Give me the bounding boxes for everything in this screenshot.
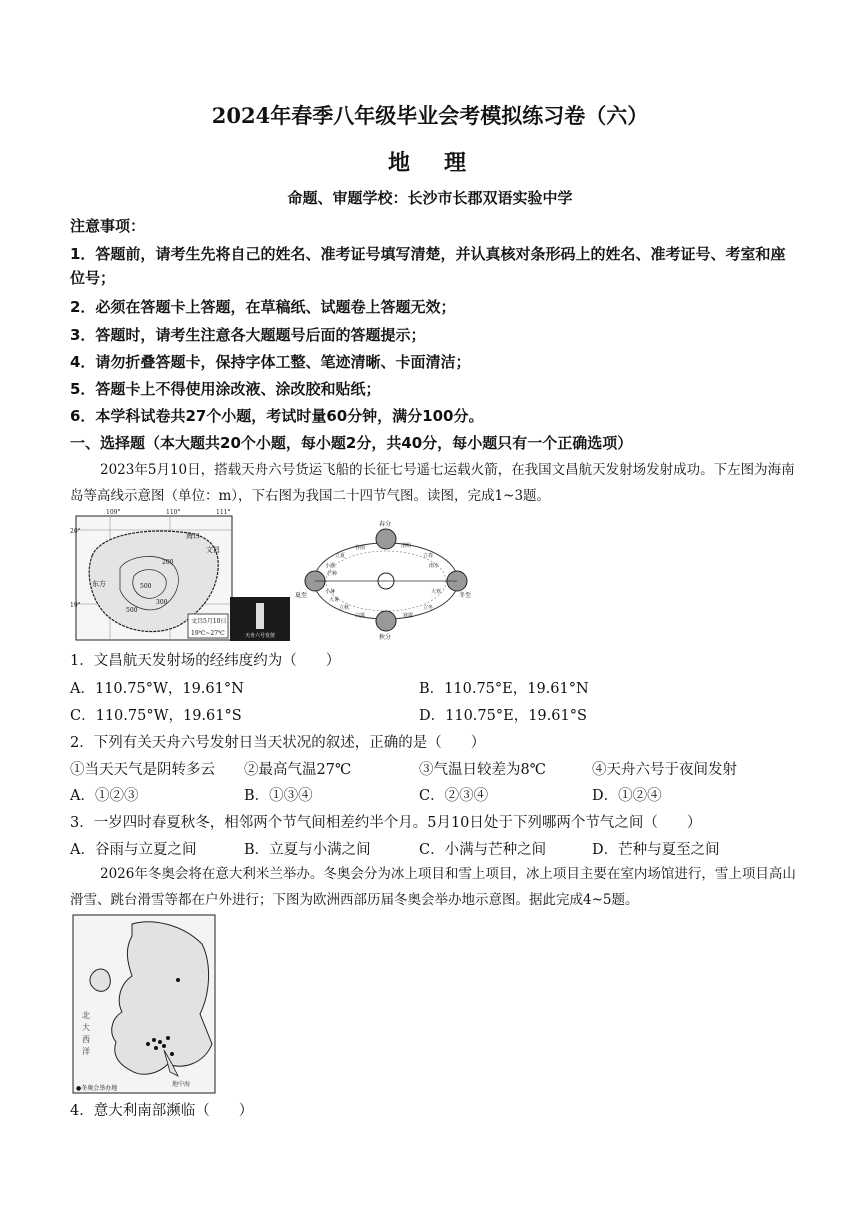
term-dashu: 大暑 [329, 597, 340, 603]
term-guyu: 谷雨 [355, 545, 366, 551]
term-liqiu: 立秋 [339, 605, 350, 611]
q2-statement-1: ①当天天气是阴转多云 [70, 762, 215, 778]
term-lidong: 立冬 [423, 605, 434, 611]
q2-option-a[interactable]: A．①②③ [70, 788, 139, 804]
q1-option-b[interactable]: B．110.75°E，19.61°N [419, 681, 589, 697]
term-yushui: 雨水 [429, 563, 440, 569]
notice-heading: 注意事项： [70, 217, 146, 235]
term-lixia: 立夏 [335, 553, 346, 559]
intro-paragraph-1: 2023年5月10日，搭载天舟六号货运飞船的长征七号遥七运载火箭，在我国文昌航天发射场发射成功。下左图为海南岛等高线示意图（单位：m），下右图为我国二十四节气图。读图，完成1~3题。 [70, 462, 795, 504]
q1-option-a[interactable]: A．110.75°W，19.61°N [70, 681, 244, 697]
term-lichun: 立春 [423, 553, 434, 559]
term-chunfen: 春分 [379, 521, 392, 528]
lon-label-111: 111° [216, 509, 231, 516]
question-3-stem: 3．一岁四时春夏秋冬，相邻两个节气间相差约半个月。5月10日处于下列哪两个节气之间（ ） [70, 815, 702, 831]
sea-label-4: 洋 [82, 1047, 90, 1056]
term-qingming: 清明 [401, 543, 412, 549]
launch-photo [230, 597, 290, 641]
rocket-shape [256, 603, 264, 629]
term-bailu: 白露 [355, 613, 366, 619]
intro-paragraph-2: 2026年冬奥会将在意大利米兰举办。冬奥会分为冰上项目和雪上项目，冰上项目主要在室内场馆进行，雪上项目高山滑雪、跳台滑雪等都在户外进行；下图为欧洲西部历届冬奥会举办地示意图。据此完成4~5题。 [70, 866, 796, 908]
q1-option-c[interactable]: C．110.75°W，19.61°S [70, 708, 242, 724]
q3-option-a[interactable]: A．谷雨与立夏之间 [70, 842, 197, 858]
term-xiaoshu: 小暑 [325, 589, 336, 595]
contour-label-1: 200 [162, 559, 174, 566]
exam-title: 2024年春季八年级毕业会考模拟练习卷（六） [211, 103, 649, 128]
term-hanlu: 寒露 [403, 613, 414, 619]
notice-item-6: 6．本学科试卷共27个小题，考试时量60分钟，满分100分。 [70, 407, 484, 425]
launch-photo-caption: 天舟六号发射 [244, 633, 275, 639]
place-dongfang: 东方 [92, 580, 106, 588]
hainan-contour-map [70, 508, 236, 642]
sea-label-2: 大 [82, 1023, 90, 1032]
solar-terms-diagram [295, 517, 477, 641]
sea-label-3: 西 [82, 1035, 90, 1044]
place-wenchang: 文昌 [206, 546, 220, 554]
weather-inset-line1: 文昌5月10日 [191, 618, 227, 625]
subject-title: 地 理 [387, 150, 472, 176]
weather-inset-line2: 19℃~27℃ [191, 630, 225, 637]
sea-label-1: 北 [82, 1011, 90, 1020]
q3-option-c[interactable]: C．小满与芒种之间 [419, 842, 547, 858]
q3-option-b[interactable]: B．立夏与小满之间 [244, 842, 371, 858]
question-1-stem: 1．文昌航天发射场的经纬度约为（ ） [70, 653, 341, 669]
contour-label-4: 500 [126, 607, 138, 614]
notice-item-4: 4．请勿折叠答题卡，保持字体工整、笔迹清晰、卡面清洁； [70, 353, 471, 371]
school-line: 命题、审题学校：长沙市长郡双语实验中学 [287, 189, 573, 207]
q2-statement-2: ②最高气温27℃ [244, 762, 352, 778]
notice-item-3: 3．答题时，请考生注意各大题题号后面的答题提示； [70, 326, 426, 344]
section-heading: 一、选择题（本大题共20个小题，每小题2分，共40分，每小题只有一个正确选项） [70, 434, 633, 452]
question-4-stem: 4．意大利南部濒临（ ） [70, 1103, 254, 1119]
q2-option-d[interactable]: D．①②④ [592, 788, 662, 804]
q1-option-d[interactable]: D．110.75°E，19.61°S [419, 708, 587, 724]
contour-label-2: 500 [140, 583, 152, 590]
europe-olympics-map [72, 914, 216, 1094]
term-dongzhi: 冬至 [459, 592, 472, 599]
mediterranean-label: 地中海 [172, 1081, 191, 1088]
q2-option-b[interactable]: B．①③④ [244, 788, 313, 804]
notice-item-1: 1．答题前，请考生先将自己的姓名、准考证号填写清楚，并认真核对条形码上的姓名、准考证号、考室和座位号； [70, 245, 786, 287]
map-legend: ●冬奥会举办地 [76, 1085, 118, 1092]
term-xiaoman: 小满 [325, 563, 336, 569]
term-dahan: 大寒 [431, 589, 442, 595]
q2-statement-3: ③气温日较差为8℃ [419, 762, 546, 778]
notice-item-2: 2．必须在答题卡上答题，在草稿纸、试题卷上答题无效； [70, 298, 456, 316]
lat-label-19: 19° [70, 602, 81, 609]
term-xiazhi: 夏至 [295, 592, 308, 599]
question-2-stem: 2．下列有关天舟六号发射日当天状况的叙述，正确的是（ ） [70, 735, 486, 751]
term-qiufen: 秋分 [379, 634, 392, 641]
lon-label-109: 109° [106, 509, 121, 516]
q2-option-c[interactable]: C．②③④ [419, 788, 489, 804]
q3-option-d[interactable]: D．芒种与夏至之间 [592, 842, 720, 858]
contour-label-3: 300 [156, 599, 168, 606]
lon-label-110: 110° [166, 509, 181, 516]
term-mangzhong: 芒种 [327, 571, 338, 577]
q2-statement-4: ④天舟六号于夜间发射 [592, 762, 737, 778]
lat-label-20: 20° [70, 528, 81, 535]
notice-item-5: 5．答题卡上不得使用涂改液、涂改胶和贴纸； [70, 380, 381, 398]
place-haikou: 海口 [186, 532, 200, 540]
